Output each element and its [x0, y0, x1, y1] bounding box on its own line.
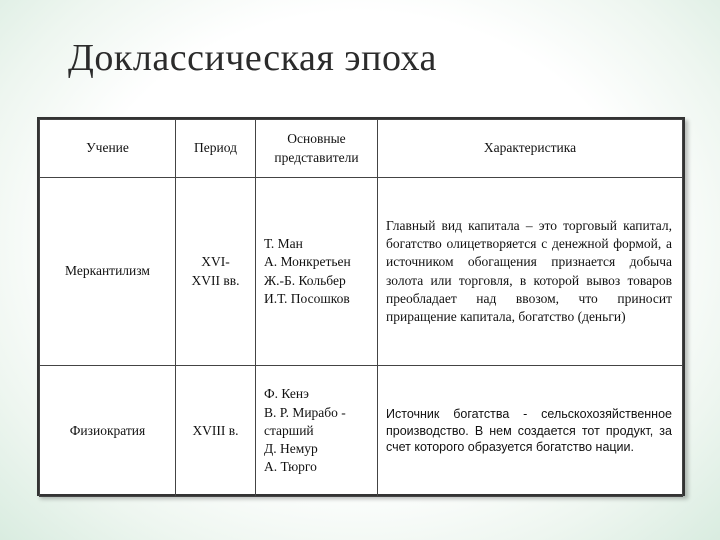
period-line: XVIII в. [192, 422, 239, 438]
doctrine-cell: Физиократия [40, 366, 176, 497]
characteristic-cell: Главный вид капитала – это торговый капитал, богатство олицетворяется с денежной формой, а источником обогащения признается добыча золота или торговля, в которой вывоз товаров преобладает над ввозом, что приносит приращение капитала, богатство (деньги) [378, 178, 683, 366]
representatives-cell [256, 178, 378, 366]
doctrines-table [37, 117, 685, 496]
header-characteristic: Характеристика [378, 120, 683, 178]
table-row [40, 178, 683, 366]
period-cell [176, 366, 256, 497]
doctrine-cell: Меркантилизм [40, 178, 176, 366]
representative-name: А. Монкретьен [264, 254, 351, 270]
representative-name: Д. Немур [264, 441, 318, 457]
header-representatives [256, 120, 378, 178]
period-line: XVI- [201, 254, 230, 270]
representative-name: В. Р. Мирабо - [264, 404, 346, 420]
representative-name: А. Тюрго [264, 459, 317, 475]
table-row [40, 366, 683, 497]
table-header-row [40, 120, 683, 178]
header-doctrine: Учение [40, 120, 176, 178]
header-period: Период [176, 120, 256, 178]
representative-name: старший [264, 422, 314, 438]
header-representatives-line: представители [274, 149, 359, 165]
representative-name: Ф. Кенэ [264, 386, 309, 402]
representative-name: Ж.-Б. Кольбер [264, 272, 346, 288]
representative-name: Т. Ман [264, 236, 303, 252]
header-representatives-line: Основные [287, 131, 346, 147]
slide-title: Доклассическая эпоха [68, 37, 437, 79]
representative-name: И.Т. Посошков [264, 290, 350, 306]
representatives-cell [256, 366, 378, 497]
period-cell [176, 178, 256, 366]
characteristic-cell: Источник богатства - сельскохозяйственное производство. В нем создается тот продукт, за счет которого образуется богатство нации. [378, 366, 683, 497]
period-line: XVII вв. [191, 272, 240, 288]
